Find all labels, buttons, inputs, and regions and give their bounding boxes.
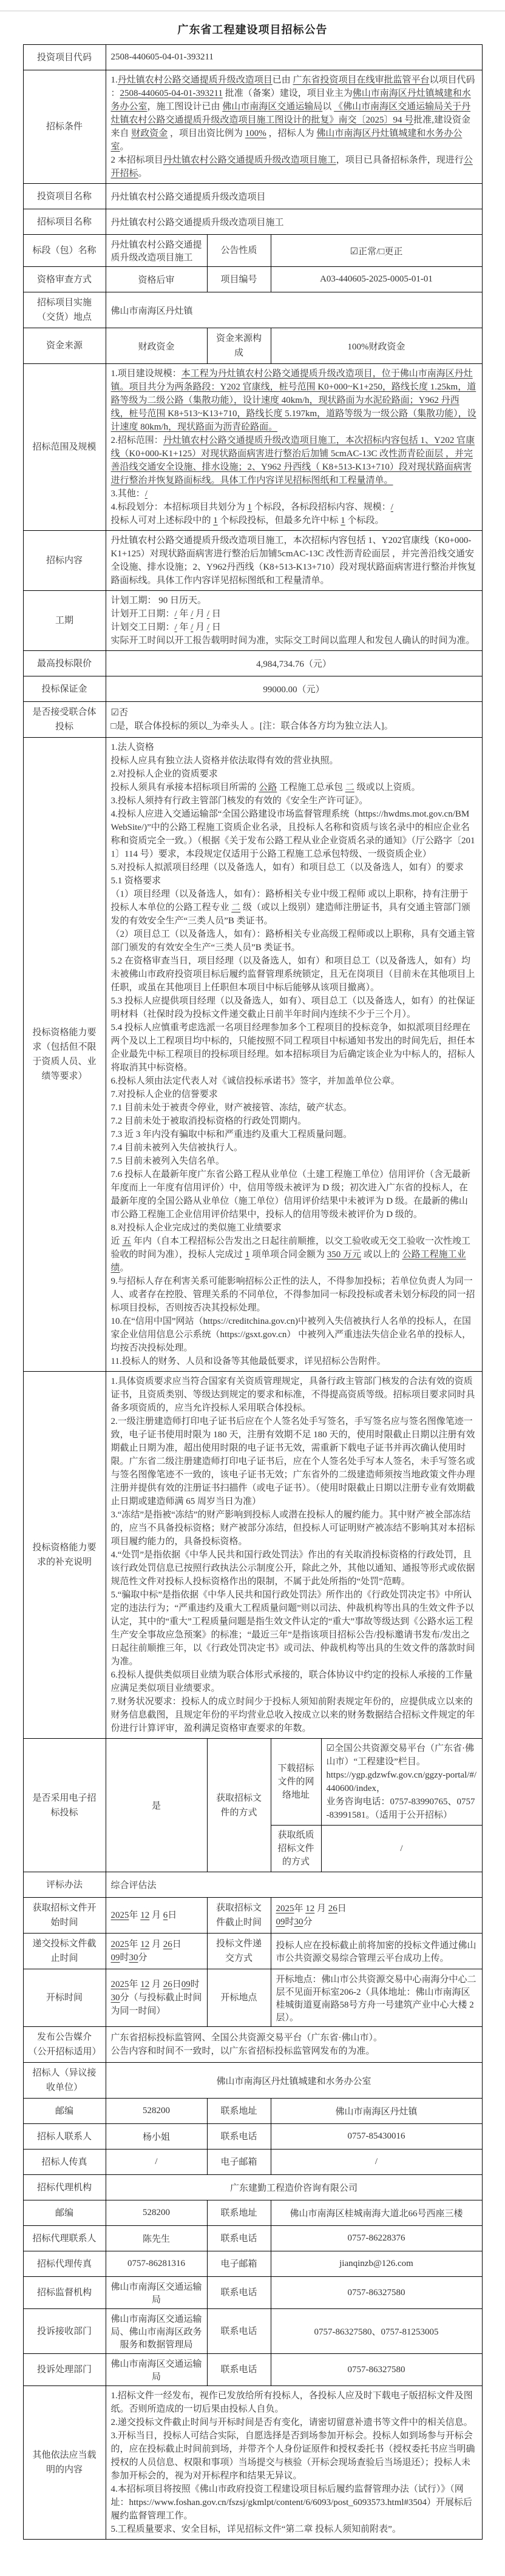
duration-text: 计划工期： 90 日历天。 计划开工日期：/ 年 / 月 / 日 计划交工日期：/ 年 / 月 / 日 实际开工时间以开工报告载明时间为准，实际交工时间以监理人和发包人确认的时间为准。: [106, 591, 482, 651]
row-label-funding-composition: 资金来源构成: [207, 328, 271, 364]
investment-code-value: 2508-440605-04-01-393211: [106, 45, 482, 70]
table-row: [23, 2309, 482, 2354]
table-row: [23, 292, 482, 328]
row-label-tenderer-contact: 招标人联系人: [23, 2124, 106, 2149]
table-row: [23, 2027, 482, 2063]
agency-value: 广东建勤工程造价咨询有限公司: [106, 2175, 482, 2200]
table-row: [23, 2149, 482, 2175]
submission-deadline-value: 2025年 12 月 26日 09时30分: [106, 1934, 207, 1969]
row-label-obtain-method: 获取招标文件的方式: [207, 1739, 271, 1872]
row-label-investment-name: 投资项目名称: [23, 184, 106, 209]
agency-email-value: jianqinzb@126.com: [271, 2251, 482, 2277]
table-row: [23, 1739, 482, 1826]
scope-scale-text: 1.项目建设规模：本工程为丹灶镇农村公路交通提质升级改造项目，位于佛山市南海区丹灶镇。项目共分为两条路段：Y202 官康线，桩号范围 K0+000~K1+250，路线长度 1.25km，道路等级为二级公路（集散功能），设计速度 40km/h，现状路面为水泥砼路面；Y962 丹西线，桩号范围 K8+513~K13+710，路线长度 5.197km，道路等级为一级公路（集散功能），设计速度 80km/h，现状路面为沥青砼路面。 2.招标范围：丹灶镇农村公路交通提质升级改造项目施工，本次招标内容包括 1、Y202 官康线（K0+000-K1+125）对现状路面病害进行整治后加铺 5cmAC-13C 改性沥青砼面层 ，并完善沿线交通安全设施、排水设施；2、Y962 丹西线（ K8+513-K13+710）段对现状路面病害进行整治并恢复路面标线。具体工作内容详见招标图纸和工程量清单。 3.其他：/ 4.标段划分：本招标项目共划分为 1 个标段，各标段招标内容、规模：/ 投标人可对上述标段中的 1 个标段投标，但最多允许中标 1 个标段。: [106, 364, 482, 531]
tenderer-email-value: /: [271, 2149, 482, 2175]
row-label-tenderer-phone: 联系电话: [207, 2124, 271, 2149]
download-address-text: ☑全国公共资源交易平台（广东省·佛山市）“工程建设”栏目。 https://ygp.gdzwfw.gov.cn/ggzy-portal/#/440600/index， 业务咨询电话：0757-83990765、0757-83991581。（适用于公开招标）: [321, 1739, 482, 1826]
top-divider-bar: [0, 0, 505, 12]
max-price-value: 4,984,734.76（元）: [106, 651, 482, 676]
page-title: 广东省工程建设项目招标公告: [177, 24, 328, 36]
table-row: [23, 2226, 482, 2251]
table-row: [23, 1372, 482, 1739]
row-label-agency-postcode: 邮编: [23, 2200, 106, 2226]
row-label-submission-method: 投标文件递交方式: [207, 1934, 271, 1969]
row-label-duration: 工期: [23, 591, 106, 651]
row-label-paper-method: 获取纸质招标文件的方式: [271, 1826, 321, 1872]
tender-conditions-text: 1.丹灶镇农村公路交通提质升级改造项目已由 广东省投资项目在线审批监管平台以项目代码 ：2508-440605-04-01-393211 批准（备案）建设，项目业主为佛山市南海区丹灶镇城建和水务办公室，施工图设计已由 佛山市南海区交通运输局以 《佛山市南海区交通运输局关于丹灶镇农村公路交通提质升级改造项目施工图设计的批复》南交〔2025〕94 号批准,建设资金来自 财政资金 ，项目出资比例为 100% ，招标人为 佛山市南海区丹灶镇城建和水务办公室。 2 本招标项目丹灶镇农村公路交通提质升级改造项目施工，项目已具备招标条件，现进行公开招标。: [106, 70, 482, 184]
row-label-complaint-reception-phone: 联系电话: [207, 2309, 271, 2354]
doc-obtain-start-value: 2025年 12 月 6日: [106, 1898, 207, 1934]
tenderer-contact-value: 杨小姐: [106, 2124, 207, 2149]
opening-place-value: 开标地点：佛山市公共资源交易中心南海分中心二层不见面开标室206-2（具体地址：佛山市南海区桂城街道夏南路58号方舟一号建筑产业中心大楼 2 层）。: [271, 1969, 482, 2027]
table-row: [23, 1872, 482, 1898]
table-row: [23, 70, 482, 184]
table-row: [23, 651, 482, 676]
announcement-media-text: 广东省招标投标监管网、全国公共资源交易平台（广东省·佛山市）。 公告内容和时间不一致时，以广东省招标投标监管网发布的为准。: [106, 2027, 482, 2063]
tenderer-phone-value: 0757-85430016: [271, 2124, 482, 2149]
row-label-agency-address: 联系地址: [207, 2200, 271, 2226]
row-label-qualification-method: 资格审查方式: [23, 267, 106, 292]
table-row: [23, 738, 482, 1372]
agency-contact-value: 陈先生: [106, 2226, 207, 2251]
row-label-submission-deadline: 递交投标文件截止时间: [23, 1934, 106, 1969]
funding-composition-value: 100%财政资金: [271, 328, 482, 364]
evaluation-method-value: 综合评估法: [106, 1872, 482, 1898]
table-row: [23, 2175, 482, 2200]
row-label-agency-email: 电子邮箱: [207, 2251, 271, 2277]
table-row: [23, 1969, 482, 2027]
row-label-section-name: 标段（包）名称: [23, 235, 106, 267]
tenderer-address-value: 佛山市南海区丹灶镇: [271, 2099, 482, 2124]
table-row: [23, 531, 482, 591]
table-row: [23, 364, 482, 531]
row-label-notice-nature: 公告性质: [207, 235, 271, 267]
complaint-reception-phone-value: 0757-86327580、0757-81253005: [271, 2309, 482, 2354]
agency-fax-value: 0757-86281316: [106, 2251, 207, 2277]
row-label-tender-name: 招标项目名称: [23, 209, 106, 235]
row-label-tenderer-email: 电子邮箱: [207, 2149, 271, 2175]
section-name-value: 丹灶镇农村公路交通提质升级改造项目施工: [106, 235, 207, 267]
row-label-location: 招标项目实施（交货）地点: [23, 292, 106, 328]
row-label-investment-code: 投资项目代码: [23, 45, 106, 70]
consortium-text: ☑否 □是，联合体投标的须以_为牵头人 。[注：联合体各方均为独立法人]。: [106, 702, 482, 738]
tenderer-fax-value: /: [106, 2149, 207, 2175]
table-row: [23, 591, 482, 651]
table-row: [23, 45, 482, 70]
tenderer-postcode-value: 528200: [106, 2099, 207, 2124]
row-label-tenderer-fax: 招标人传真: [23, 2149, 106, 2175]
notice-nature-value: ☑正常/□更正: [271, 235, 482, 267]
row-label-tenderer: 招标人（异议接收单位）: [23, 2063, 106, 2099]
agency-address-value: 佛山市南海区桂城南海大道北66号西座三楼: [271, 2200, 482, 2226]
supervision-value: 佛山市南海区交通运输局: [106, 2277, 207, 2309]
row-label-electronic-bidding: 是否采用电子招标投标: [23, 1739, 106, 1872]
table-row: [23, 2124, 482, 2149]
table-row: [23, 702, 482, 738]
table-row: [23, 267, 482, 292]
complaint-handling-phone-value: 0757-86327580: [271, 2354, 482, 2386]
row-label-project-number: 项目编号: [207, 267, 271, 292]
table-row: [23, 2386, 482, 2540]
table-row: [23, 676, 482, 702]
row-label-doc-obtain-end: 获取招标文件截止时间: [207, 1898, 271, 1934]
row-label-download-address: 下载招标文件的网络地址: [271, 1739, 321, 1826]
table-row: [23, 2277, 482, 2309]
agency-postcode-value: 528200: [106, 2200, 207, 2226]
funding-source-value: 财政资金: [106, 328, 207, 364]
row-label-supervision: 招标监督机构: [23, 2277, 106, 2309]
project-number-value: A03-440605-2025-0005-01-01: [271, 267, 482, 292]
table-row: [23, 184, 482, 209]
row-label-announcement-media: 发布公告媒介（公开招标适用）: [23, 2027, 106, 2063]
table-row: [23, 235, 482, 267]
doc-obtain-end-value: 2025年 12 月 26日 09时30分: [271, 1898, 482, 1934]
row-label-supervision-phone: 联系电话: [207, 2277, 271, 2309]
row-label-opening-time: 开标时间: [23, 1969, 106, 2027]
row-label-qualification-supplement: 投标资格能力要求的补充说明: [23, 1372, 106, 1739]
table-row: [23, 209, 482, 235]
table-row: [23, 2251, 482, 2277]
table-row: [23, 2063, 482, 2099]
tender-content-text: 丹灶镇农村公路交通提质升级改造项目施工，本次招标内容包括 1、Y202官康线（K0+000-K1+125）对现状路面病害进行整治后加铺5cmAC-13C 改性沥青砼面层 ，并完善沿线交通安全设施、排水设施；2、Y962丹西线（K8+513-K13+710）段对现状路面病害进行整治并恢复路面标线。具体工作内容详见招标图纸和工程量清单。: [106, 531, 482, 591]
investment-name-value: 丹灶镇农村公路交通提质升级改造项目: [106, 184, 482, 209]
row-label-agency-fax: 招标代理传真: [23, 2251, 106, 2277]
qualification-supplement-text: 1.具体资质要求应当符合国家有关资质管理规定，具备行政主管部门核发的合法有效的资质证书，且资质类别、等级达到规定的要求和标准，不得提高资质等级。招标项目要求同时具备多项资质的，应当允许投标人采用联合体投标。 2.一级注册建造师打印电子证书后应在个人签名处手写签名，手写签名应与签名图像笔迹一致，电子证书使用时限为 180 天，注册有效期不足 180 天的，使用时限截止日期以注册有效期截止日期为准，超出使用时限的电子证书无效，需重新下载电子证书并再次确认使用时限。广东省二级注册建造师打印电子证书后，应在个人签名处手写本人签名，未手写签名或与签名图像笔迹不一致的，该电子证书无效；广东省外的二级建造师须按当地政策文件办理注册并提供有效的注册证书扫描件（或电子证书）。（使用时限截止日期以注册专业有效期截止日期或建造师满 65 周岁当日为准） 3.“冻结”是指被“冻结”的财产影响到投标人或潜在投标人的履约能力。其中财产被全部冻结的，应当不具备投标资格；财产被部分冻结，但投标人可证明财产被冻结不影响其对本招标项目履约能力的，具备投标资格。 4.“处罚”是指依据《中华人民共和国行政处罚法》作出的有关取消投标资格的行政处罚，且该行政处罚信息已按照行政执法公示制度公开，除此之外，其他以通知、通报等形式或依据规范性文件对投标人投标资格作出的限制，不属于此处所指的“处罚”范畴。 5.“骗取中标”是指依据《中华人民共和国行政处罚法》所作出的《行政处罚决定书》中所认定的违法行为；“严重违约及重大工程质量问题”则以司法、仲裁机构等出具的生效文件予以认定，其中的“重大”工程质量问题是指生效文件认定的“重大”事故等级达到《公路水运工程生产安全事故应急预案》的标准；“最近三年”是指该项目招标公告/投标邀请书发布/发出之日起往前顺推三年，以《行政处罚决定书》或司法、仲裁机构等出具的生效文件的落款时间为准。 6.投标人提供类似项目业绩为联合体形式承接的，联合体协议中约定的投标人承接的工作量应满足类似项目业绩要求。 7.财务状况要求：投标人的成立时间少于投标人须知前附表规定年份的，应提供成立以来的财务信息截图，且规定年份的平均营业总收入按成立以来的财务数据结合招标文件规定的年份进行计算评审，盈利满足资格审查要求的年数。: [106, 1372, 482, 1739]
qualification-method-value: 资格后审: [106, 267, 207, 292]
location-value: 佛山市南海区丹灶镇: [106, 292, 482, 328]
table-row: [23, 328, 482, 364]
submission-method-value: 投标人应在投标截止前将加密的投标文件通过佛山市公共资源交易综合管理云平台成功上传。: [271, 1934, 482, 1969]
row-label-scope-scale: 招标范围及规模: [23, 364, 106, 531]
paper-method-value: /: [321, 1826, 482, 1872]
opening-time-value: 2025年 12 月 26日09时30分（与投标截止时间为同一时间）: [106, 1969, 207, 2027]
other-content-text: 1.招标文件一经发布，视作已发放给所有投标人，各投标人应及时下载电子版招标文件及图纸。否则所造成的一切后果由投标人自负。 2.递交投标文件截止时间与开标时间是否有变化，请密切留意补遗书等文件中的相关信息。 3.开标当日，投标人可结合实际，自愿选择是否到场参加开标会。投标人如到场参与开标会的，应在投标截止时间前到场，并带齐个人身份证原件和授权委托书（授权委托书应当明确授权的人员信息、权限和事项）当场提交与核验（开标会现场查验后当场退还）；投标人未参加开标会的，视为对开标程序和结果无异议。 4.本招标项目将按照《佛山市政府投资工程建设项目标后履约监督管理办法（试行）》（网址：https://www.foshan.gov.cn/fszsj/gkmlpt/content/6/6093/post_6093573.html#3504）开展标后履约监督管理工作。 5.工程质量要求、安全目标，详见招标文件“第二章 投标人须知前附表”。: [106, 2386, 482, 2540]
row-label-tender-conditions: 招标条件: [23, 70, 106, 184]
table-row: [23, 2200, 482, 2226]
row-label-agency: 招标代理机构: [23, 2175, 106, 2200]
row-label-tenderer-address: 联系地址: [207, 2099, 271, 2124]
row-label-qualification-requirements: 投标资格能力要求（包括但不限于资质人员、业绩等要求）: [23, 738, 106, 1372]
supervision-phone-value: 0757-86327580: [271, 2277, 482, 2309]
complaint-reception-value: 佛山市南海区交通运输局、佛山市南海区政务服务和数据管理局: [106, 2309, 207, 2354]
qualification-requirements-text: 1.法人资格 投标人应具有独立法人资格并依法取得有效的营业执照。 2.对投标人企业的资质要求 投标人须具有承接本招标项目所需的 公路 工程施工总承包 二 级或以上资质。 3.投标人须持有行政主管部门核发的有效的《安全生产许可证》。 4.投标人应进入交通运输部“全国公路建设市场监督管理系统（https://hwdms.mot.gov.cn/BMWebSite/)”中的公路工程施工资质企业名录，且投标人名称和资质与该名录中的相应企业名称和资质完全一致。）（根据《关于发布公路工程从业企业资质名录的通知》（厅公路字〔2011〕114 号）要求，本段规定仅适用于公路工程施工总承包特级、一级资质企业） 5.对投标人拟派项目经理（以及备选人，如有）和项目总工（以及备选人，如有）的要求 5.1 资格要求 （1）项目经理（以及备选人，如有）：路桥相关专业中级工程师 或以上职称，持有注册于投标人本单位的公路工程专业 二 级（或以上级别）建造师注册证书，具有交通主管部门颁发的有效安全生产“三类人员”B 类证书。 （2）项目总工（以及备选人，如有）：路桥相关专业高级工程师或以上职称，具有交通主管部门颁发的有效安全生产“三类人员”B 类证书。 5.2 在资格审查当日，项目经理（以及备选人，如有）和项目总工（以及备选人，如有）均未被佛山市政府投资项目标后履约监督管理系统锁定，且无在岗项目（目前未在其他项目上任职，或虽在其他项目上任职但本项目中标后能够从该项目撤离）。 5.3 投标人应提供项目经理（以及备选人，如有）、项目总工（以及备选人，如有）的社保证明材料（社保时段为投标文件递交截止日前半年时间内连续不少于三个月）。 5.4 投标人应慎重考虑选派一名项目经理参加多个工程项目的投标竞争，如拟派项目经理在两个及以上工程项目均中标的，只能按照不同工程项目中标通知书发出的时间先后，担任本企业最先中标工程项目的投标项目经理。如本招标项目为后确定该企业为中标人的，招标人将取消其中标资格。 6.投标人须由法定代表人对《诚信投标承诺书》签字，并加盖单位公章。 7.对投标人企业的信誉要求 7.1 目前未处于被责令停业，财产被接管、冻结，破产状态。 7.2 目前未处于被取消投标资格的行政处罚期内。 7.3 近 3 年内没有骗取中标和严重违约及重大工程质量问题。 7.4 目前未被列入失信被执行人。 7.5 目前未被列入失信名单。 7.6 投标人在最新年度广东省公路工程从业单位（土建工程施工单位）信用评价（含无最新年度而上一年度有信用评价）中，信用等级未被评为 D 级；初次进入广东省的投标人，在最新年度的全国公路从业单位（施工单位）信用评价结果中未被评为 D 级。在最新的佛山市公路工程施工企业信用评价结果中，投标人的信用等级未被评价为 D 级的。 8.对投标人企业完成过的类似施工业绩要求 近 五 年内（自本工程招标公告发出之日起往前顺推，以交工验收或无交工验收一次性竣工验收的时间为准），投标人完成过 1 项单项合同金额为 350 万元 或以上的 公路工程施工业绩。 9.与招标人存在利害关系可能影响招标公正性的法人，不得参加投标；若单位负责人为同一人、或者存在控股、管理关系的不同单位，不得参加同一标段投标或者未划分标段的同一招标项目投标，否则按否决其投标处理。 10.在“信用中国”网站（https://creditchina.gov.cn)中被列入失信被执行人名单的投标人，在国家企业信用信息公示系统（https://gsxt.gov.cn） 中被列入严重违法失信企业名单的投标人，均按否决投标处理。 11.投标人的财务、人员和设备等其他最低要求，详见招标公告附件。: [106, 738, 482, 1372]
row-label-bid-bond: 投标保证金: [23, 676, 106, 702]
tenderer-value: 佛山市南海区丹灶镇城建和水务办公室: [106, 2063, 482, 2099]
row-label-complaint-reception: 投诉接收部门: [23, 2309, 106, 2354]
announcement-table: [23, 44, 483, 2540]
row-label-tender-content: 招标内容: [23, 531, 106, 591]
row-label-agency-contact: 招标代理联系人: [23, 2226, 106, 2251]
row-label-tenderer-postcode: 邮编: [23, 2099, 106, 2124]
row-label-other-content: 其他依法应当载明的内容: [23, 2386, 106, 2540]
complaint-handling-value: 佛山市南海区交通运输局: [106, 2354, 207, 2386]
bid-bond-value: 99000.00（元）: [106, 676, 482, 702]
row-label-funding-source: 资金来源: [23, 328, 106, 364]
row-label-complaint-handling: 投诉处理部门: [23, 2354, 106, 2386]
row-label-consortium: 是否接受联合体投标: [23, 702, 106, 738]
table-row: [23, 2354, 482, 2386]
row-label-max-price: 最高投标限价: [23, 651, 106, 676]
electronic-bidding-value: 是: [106, 1739, 207, 1872]
row-label-evaluation-method: 评标办法: [23, 1872, 106, 1898]
table-row: [23, 2099, 482, 2124]
table-row: [23, 1898, 482, 1934]
agency-phone-value: 0757-86228376: [271, 2226, 482, 2251]
row-label-doc-obtain-start: 获取招标文件开始时间: [23, 1898, 106, 1934]
row-label-complaint-handling-phone: 联系电话: [207, 2354, 271, 2386]
row-label-agency-phone: 联系电话: [207, 2226, 271, 2251]
tender-name-value: 丹灶镇农村公路交通提质升级改造项目施工: [106, 209, 482, 235]
table-row: [23, 1934, 482, 1969]
row-label-opening-place: 开标地点: [207, 1969, 271, 2027]
